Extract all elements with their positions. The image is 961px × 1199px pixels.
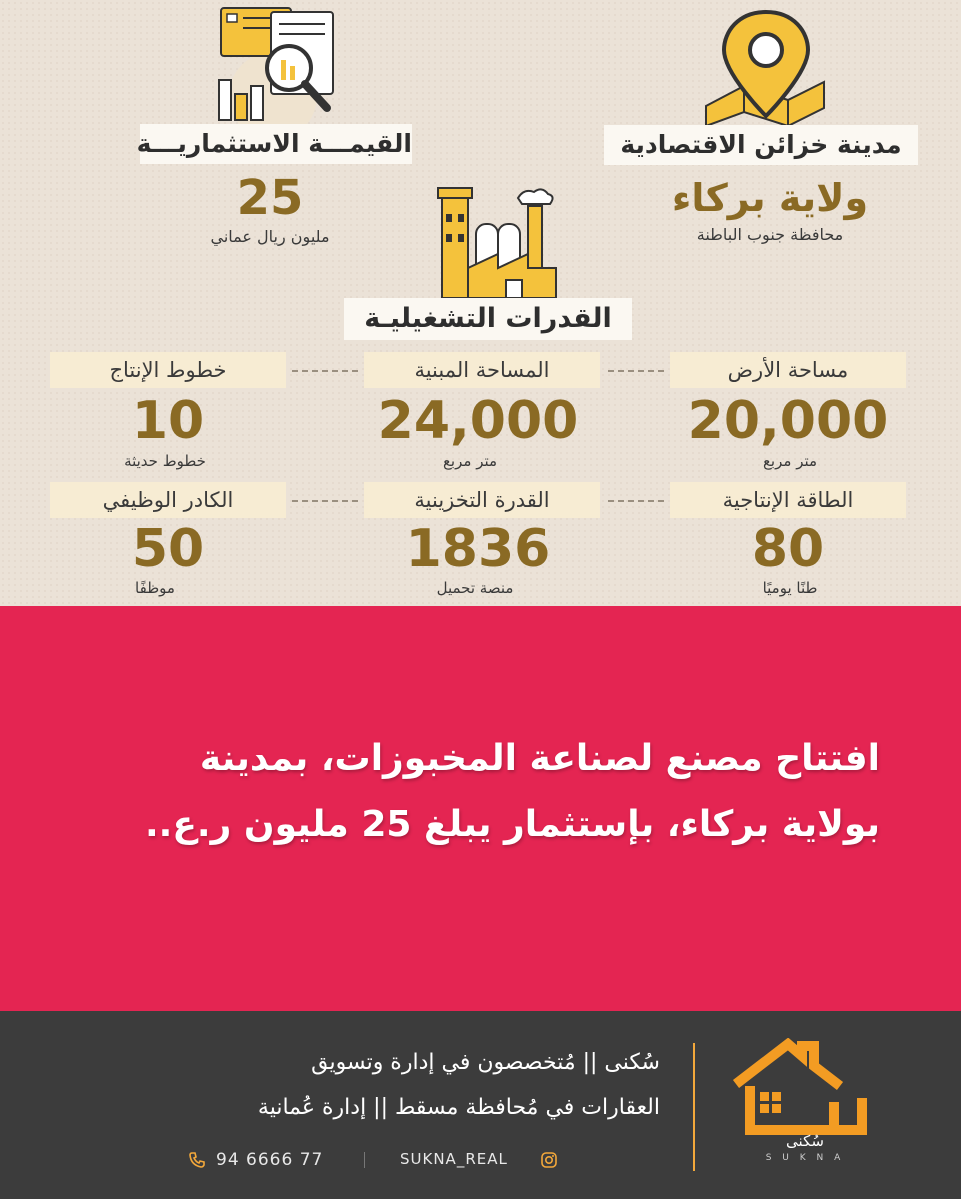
logo-latin: S U K N A	[765, 1153, 845, 1163]
footer-line-1: سُكنى || مُتخصصون في إدارة وتسويق	[311, 1050, 660, 1075]
instagram-icon[interactable]	[540, 1151, 558, 1169]
capacities-title: القدرات التشغيليـة	[344, 298, 632, 340]
divider-dash	[292, 370, 358, 372]
investment-value: 25	[236, 170, 304, 226]
footer-line-2: العقارات في مُحافظة مسقط || إدارة عُمانية	[257, 1095, 660, 1120]
city-title: مدينة خزائن الاقتصادية	[604, 125, 918, 165]
stat-value-production-capacity: 80	[751, 519, 825, 579]
phone-number[interactable]: 94 6666 77	[216, 1150, 324, 1170]
stat-unit-production-capacity: طنًا يوميًا	[762, 579, 818, 597]
phone-icon[interactable]	[188, 1151, 206, 1169]
stat-unit-built-area: متر مربع	[442, 452, 498, 470]
logo-arabic: سُكنى	[786, 1132, 824, 1150]
stat-label-built-area: المساحة المبنية	[364, 352, 600, 388]
stat-label-staff: الكادر الوظيفي	[50, 482, 286, 518]
document-magnifier-icon	[213, 6, 343, 124]
contact-separator	[364, 1152, 365, 1168]
stat-value-built-area: 24,000	[377, 391, 579, 451]
stat-value-storage-capacity: 1836	[405, 519, 551, 579]
divider-dash	[608, 370, 664, 372]
divider-dash	[292, 500, 358, 502]
governorate-name: محافظة جنوب الباطنة	[696, 225, 844, 244]
footer-divider	[693, 1043, 695, 1171]
divider-dash	[608, 500, 664, 502]
factory-icon	[432, 184, 562, 302]
investment-title: القيمـــة الاستثماريـــة	[140, 124, 412, 164]
stat-unit-production-lines: خطوط حديثة	[124, 452, 206, 470]
stat-value-production-lines: 10	[131, 391, 205, 451]
stat-label-production-capacity: الطاقة الإنتاجية	[670, 482, 906, 518]
stat-label-land-area: مساحة الأرض	[670, 352, 906, 388]
stat-unit-storage-capacity: منصة تحميل	[436, 579, 514, 597]
stat-unit-staff: موظفًا	[135, 579, 175, 597]
stat-label-storage-capacity: القدرة التخزينية	[364, 482, 600, 518]
wilayat-name: ولاية بركاء	[671, 176, 869, 220]
stat-value-land-area: 20,000	[687, 391, 889, 451]
stat-label-production-lines: خطوط الإنتاج	[50, 352, 286, 388]
instagram-handle[interactable]: SUKNA_REAL	[400, 1150, 508, 1168]
stat-value-staff: 50	[131, 519, 205, 579]
headline-line-2: بولاية بركاء، بإستثمار يبلغ 25 مليون ر.ع..	[144, 804, 880, 845]
location-pin-icon	[700, 8, 830, 126]
sukna-logo-icon	[730, 1038, 880, 1138]
investment-unit: مليون ريال عماني	[210, 227, 330, 246]
headline-line-1: افتتاح مصنع لصناعة المخبوزات، بمدينة	[199, 738, 880, 779]
stat-unit-land-area: متر مربع	[762, 452, 818, 470]
